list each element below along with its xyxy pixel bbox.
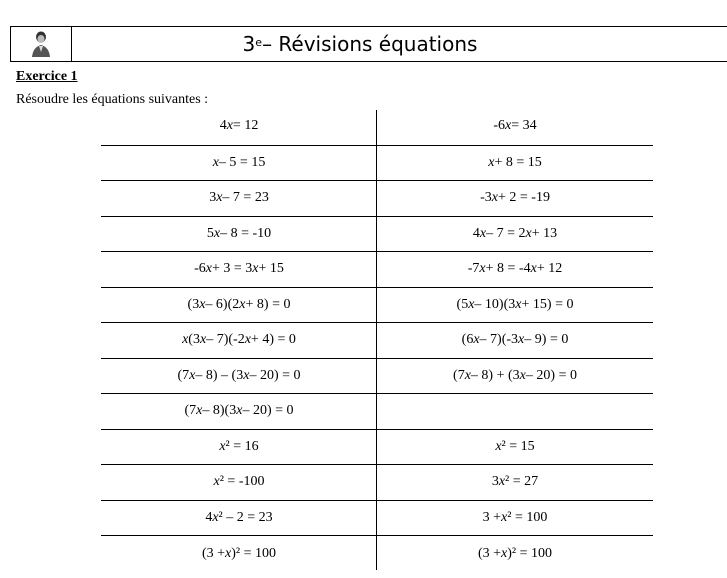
table-row [101, 217, 653, 253]
equation-left: (3 x – 6)(2 x + 8) = 0 [187, 296, 291, 312]
equation-left: 4 x ² – 2 = 23 [205, 509, 273, 525]
equation-left: 3 x – 7 = 23 [209, 190, 269, 206]
table-row [101, 465, 653, 501]
page-header [10, 26, 727, 62]
equation-right: 3 + x ² = 100 [482, 509, 548, 525]
equation-right: -6 x = 34 [493, 118, 537, 133]
table-row [101, 110, 653, 146]
portrait-engraving-icon [30, 30, 52, 58]
equation-right: x ² = 15 [495, 438, 535, 454]
table-row [101, 323, 653, 359]
table-row [101, 536, 653, 572]
equation-right [377, 394, 653, 429]
equation-right: (3 + x )² = 100 [477, 545, 553, 561]
equation-left: x ² = 16 [219, 438, 259, 454]
equation-left: (7 x – 8) – (3 x – 20) = 0 [177, 367, 301, 383]
equation-left: (3 + x )² = 100 [201, 545, 277, 561]
table-row [101, 394, 653, 430]
table-row [101, 146, 653, 182]
table-row [101, 181, 653, 217]
title-superscript: e [255, 35, 263, 49]
title-text: – Révisions équations [262, 32, 478, 56]
equation-right: (7 x – 8) + (3 x – 20) = 0 [453, 367, 577, 383]
equations-table [101, 110, 653, 572]
page-title [72, 27, 727, 61]
equation-left: 4 x = 12 [219, 118, 259, 133]
equation-left: (7 x – 8)(3 x – 20) = 0 [184, 403, 294, 419]
table-row [101, 501, 653, 537]
equation-right: (5 x – 10)(3 x + 15) = 0 [456, 296, 574, 312]
table-row [101, 359, 653, 395]
equation-left: -6 x + 3 = 3 x + 15 [194, 261, 284, 277]
equation-left: x ² = -100 [213, 474, 265, 490]
equation-left: x (3 x – 7)(-2 x + 4) = 0 [182, 332, 296, 348]
equation-left: x – 5 = 15 [212, 154, 266, 170]
exercise-instruction: Résoudre les équations suivantes : [16, 92, 209, 107]
equation-right: -3 x + 2 = -19 [480, 190, 550, 206]
table-row [101, 430, 653, 466]
table-row [101, 252, 653, 288]
exercise-title: Exercice 1 [16, 69, 78, 84]
equation-right: (6 x – 7)(-3 x – 9) = 0 [461, 332, 569, 348]
table-row [101, 288, 653, 324]
title-grade: 3 [242, 32, 256, 56]
equation-right: 3 x ² = 27 [491, 474, 539, 490]
equation-right: -7 x + 8 = -4 x + 12 [467, 261, 563, 277]
equation-right: 4 x – 7 = 2 x + 13 [472, 225, 558, 241]
portrait-cell [11, 27, 72, 61]
equation-left: 5 x – 8 = -10 [206, 225, 272, 241]
equation-right: x + 8 = 15 [488, 154, 542, 170]
